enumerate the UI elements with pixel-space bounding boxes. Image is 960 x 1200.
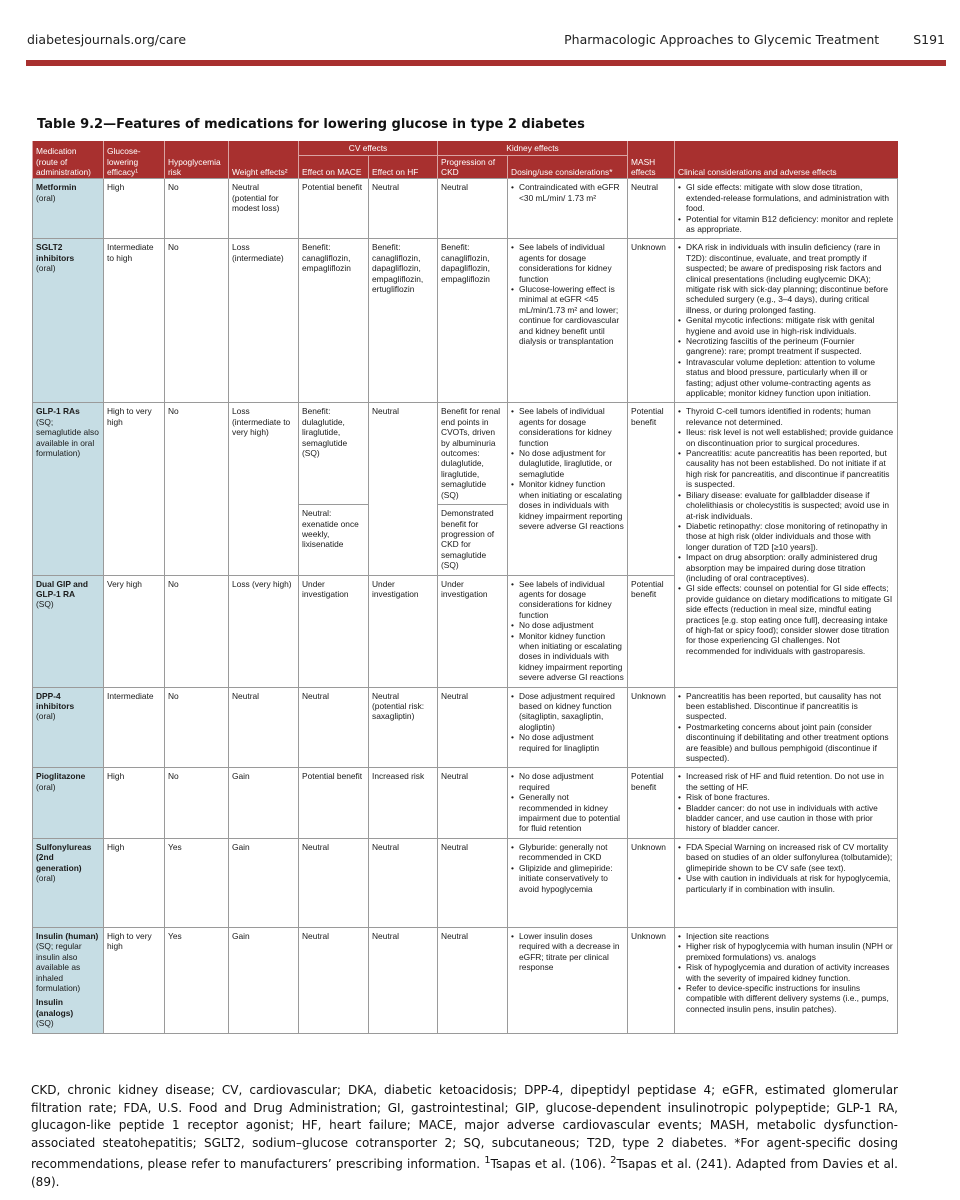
list-item: • Pancreatitis: acute pancreatitis has been reported, but causality has not been established. Do not initiate if at high risk for pancreatitis, and discontinue if pancreatitis is suspected.	[678, 448, 894, 490]
mace-cell: Potential benefit	[299, 768, 369, 838]
medication-route: (oral)	[36, 711, 56, 722]
medication-name-analogs: Insulin (analogs)	[36, 997, 74, 1018]
dosing-cell	[508, 575, 628, 687]
hypo-cell: No	[165, 575, 229, 687]
hypo-cell: Yes	[165, 838, 229, 927]
clinical-cell	[675, 838, 898, 927]
mace-cell: Neutral: exenatide once weekly, lixisenatide	[299, 505, 369, 575]
ckd-cell: Neutral	[438, 687, 508, 768]
weight-cell: Neutral	[229, 687, 299, 768]
list-item: • GI side effects: counsel on potential for GI side effects; provide guidance on dietary modifications to mitigate GI side effects (reduction in meal size, mindful eating practices [e.g. stop eating once full], decreasing intake of high-fat or spicy food); consider slower dose titration for those experiencing GI challenges. Not recommended for individuals with gastroparesis.	[678, 583, 894, 656]
col-group-kidney: Kidney effects	[438, 141, 628, 155]
col-mace: Effect on MACE	[299, 155, 369, 179]
efficacy-cell: Intermediate	[104, 687, 165, 768]
medication-table	[32, 141, 898, 1034]
dosing-cell	[508, 687, 628, 768]
dosing-cell	[508, 838, 628, 927]
footnote-mark-1: 1	[484, 1155, 491, 1167]
clinical-cell	[675, 239, 898, 403]
medication-name: DPP-4 inhibitors	[36, 690, 75, 711]
weight-cell: Gain	[229, 768, 299, 838]
mash-cell: Potential benefit	[628, 768, 675, 838]
medication-name: SGLT2 inhibitors	[36, 242, 75, 263]
hypo-cell: Yes	[165, 927, 229, 1033]
list-item: • Refer to device-specific instructions for insulins compatible with different delivery systems (i.e., pumps, connected insulin pens, insulin patches).	[678, 983, 894, 1014]
medication-route: (oral)	[36, 873, 56, 884]
medication-cell	[33, 768, 104, 838]
table-row	[33, 239, 898, 403]
mace-cell: Neutral	[299, 687, 369, 768]
list-item: • Lower insulin doses required with a decrease in eGFR; titrate per clinical response	[511, 931, 624, 973]
table-footnote	[31, 1082, 898, 1192]
ckd-cell: Neutral	[438, 927, 508, 1033]
footnote-ref-1: Tsapas et al. (106).	[490, 1157, 606, 1172]
table-row	[33, 927, 898, 1033]
hf-cell: Neutral	[369, 927, 438, 1033]
list-item: • Impact on drug absorption: orally administered drug absorption may be impaired during dose titration (including of oral contraceptives).	[678, 552, 894, 583]
header-row-1	[33, 141, 898, 155]
medication-name: Sulfonylureas (2nd generation)	[36, 841, 92, 873]
hf-cell: Neutral	[369, 179, 438, 239]
list-item: • Risk of hypoglycemia and duration of activity increases with the severity of impaired kidney function.	[678, 962, 894, 983]
efficacy-cell: High	[104, 179, 165, 239]
mace-cell: Benefit: dulaglutide, liraglutide, semaglutide (SQ)	[299, 403, 369, 505]
medication-name: Dual GIP and GLP-1 RA	[36, 578, 88, 599]
col-group-cv: CV effects	[299, 141, 438, 155]
footnote-ref-2: Tsapas et al. (241). Adapted from Davies et al. (89).	[31, 1157, 898, 1189]
dosing-cell	[508, 239, 628, 403]
list-item: • See labels of individual agents for dosage considerations for kidney function	[511, 242, 624, 284]
ckd-cell: Neutral	[438, 838, 508, 927]
hypo-cell: No	[165, 768, 229, 838]
hf-cell: Neutral	[369, 403, 438, 575]
list-item: • No dose adjustment required	[511, 771, 624, 792]
page-number: S191	[913, 32, 945, 47]
medication-cell	[33, 687, 104, 768]
journal-url[interactable]: diabetesjournals.org/care	[27, 32, 187, 47]
list-item: • Thyroid C-cell tumors identified in rodents; human relevance not determined.	[678, 406, 894, 427]
medication-cell	[33, 575, 104, 687]
hf-cell: Increased risk	[369, 768, 438, 838]
medication-name: Pioglitazone	[36, 771, 86, 782]
efficacy-cell: Intermediate to high	[104, 239, 165, 403]
list-item: • See labels of individual agents for dosage considerations for kidney function	[511, 406, 624, 448]
weight-cell: Loss (intermediate)	[229, 239, 299, 403]
efficacy-cell: High	[104, 838, 165, 927]
list-item: • Monitor kidney function when initiating or escalating doses in individuals with kidney impairment reporting severe adverse GI reactions	[511, 479, 624, 531]
ckd-cell: Benefit: canagliflozin, dapagliflozin, empagliflozin	[438, 239, 508, 403]
clinical-cell	[675, 179, 898, 239]
medication-cell	[33, 239, 104, 403]
table-row	[33, 768, 898, 838]
clinical-cell	[675, 687, 898, 768]
dosing-cell	[508, 927, 628, 1033]
mace-cell: Under investigation	[299, 575, 369, 687]
list-item: • Monitor kidney function when initiating or escalating doses in individuals with kidney impairment reporting severe adverse GI reactions	[511, 631, 624, 683]
mash-cell: Unknown	[628, 687, 675, 768]
ckd-cell: Neutral	[438, 179, 508, 239]
list-item: • Increased risk of HF and fluid retention. Do not use in the setting of HF.	[678, 771, 894, 792]
ckd-cell: Neutral	[438, 768, 508, 838]
medication-cell	[33, 927, 104, 1033]
col-ckd: Progression of CKD	[438, 155, 508, 179]
list-item: • Pancreatitis has been reported, but causality has not been established. Discontinue if pancreatitis is suspected.	[678, 691, 894, 722]
section-title: Pharmacologic Approaches to Glycemic Treatment	[564, 32, 880, 47]
running-header	[27, 32, 945, 50]
footnote-mark-2: 2	[610, 1155, 617, 1167]
mash-cell: Potential benefit	[628, 575, 675, 687]
efficacy-cell: High	[104, 768, 165, 838]
footnote-text: CKD, chronic kidney disease; CV, cardiovascular; DKA, diabetic ketoacidosis; DPP-4, dipeptidyl peptidase 4; eGFR, estimated glomerular filtration rate; FDA, U.S. Food and Drug Administration; GI, gastrointestinal; GIP, glucose-dependent insulinotropic polypeptide; GLP-1 RA, glucagon-like peptide 1 receptor agonist; HF, heart failure; MACE, major adverse cardiovascular events; MASH, metabolic dysfunction-associated steatohepatitis; SGLT2, sodium–glucose cotransporter 2; SQ, subcutaneous; T2D, type 2 diabetes. *For agent-specific dosing recommendations, please refer to manufacturers’ prescribing information.	[31, 1083, 898, 1172]
list-item: • Genital mycotic infections: mitigate risk with genital hygiene and avoid use in high-risk individuals.	[678, 315, 894, 336]
mace-cell: Neutral	[299, 838, 369, 927]
list-item: • DKA risk in individuals with insulin deficiency (rare in T2D): discontinue, evaluate, and treat promptly if suspected; be aware of predisposing risk factors and clinical presentations (including euglycemic DKA); mitigate risk with sick-day planning; discontinue before scheduled surgery (e.g., 3–4 days), during critical illness, or during prolonged fasting.	[678, 242, 894, 315]
clinical-cell	[675, 768, 898, 838]
col-weight: Weight effects²	[229, 141, 299, 179]
list-item: • No dose adjustment	[511, 620, 624, 630]
table-row	[33, 838, 898, 927]
hypo-cell: No	[165, 179, 229, 239]
list-item: • See labels of individual agents for dosage considerations for kidney function	[511, 579, 624, 621]
list-item: • Glyburide: generally not recommended in CKD	[511, 842, 624, 863]
table-row	[33, 179, 898, 239]
clinical-cell	[675, 927, 898, 1033]
medication-name: Metformin	[36, 182, 77, 193]
hypo-cell: No	[165, 239, 229, 403]
medication-cell	[33, 179, 104, 239]
list-item: • Intravascular volume depletion: attention to volume status and blood pressure, particularly when ill or fasting; adjust other volume-contracting agents as applicable; monitor kidney function upon initiation.	[678, 357, 894, 399]
list-item: • Generally not recommended in kidney impairment due to potential for fluid retention	[511, 792, 624, 834]
list-item: • Higher risk of hypoglycemia with human insulin (NPH or premixed formulations) vs. analogs	[678, 941, 894, 962]
medication-name: Insulin (human)	[36, 930, 99, 941]
mash-cell: Unknown	[628, 239, 675, 403]
list-item: • Dose adjustment required based on kidney function (sitagliptin, saxagliptin, alogliptin)	[511, 691, 624, 733]
medication-cell	[33, 838, 104, 927]
list-item: • Postmarketing concerns about joint pain (consider discontinuing if debilitating and other treatment options are feasible) and bullous pemphigoid (discontinue if suspected).	[678, 722, 894, 764]
mace-cell: Neutral	[299, 927, 369, 1033]
ckd-cell: Benefit for renal end points in CVOTs, driven by albuminuria outcomes: dulaglutide, liraglutide, semaglutide (SQ)	[438, 403, 508, 505]
clinical-cell	[675, 403, 898, 687]
weight-cell: Gain	[229, 927, 299, 1033]
table-row	[33, 403, 898, 505]
efficacy-cell: High to very high	[104, 927, 165, 1033]
medication-route: (SQ; regular insulin also available as inhaled formulation)	[36, 941, 82, 993]
col-hypoglycemia: Hypoglycemia risk	[165, 141, 229, 179]
efficacy-cell: High to very high	[104, 403, 165, 575]
list-item: • Ileus: risk level is not well established; provide guidance on discontinuation prior to surgical procedures.	[678, 427, 894, 448]
weight-cell: Neutral (potential for modest loss)	[229, 179, 299, 239]
list-item: • Injection site reactions	[678, 931, 894, 941]
dosing-cell	[508, 403, 628, 575]
col-mash: MASH effects	[628, 141, 675, 179]
medication-route: (SQ)	[36, 599, 54, 610]
weight-cell: Loss (very high)	[229, 575, 299, 687]
list-item: • Potential for vitamin B12 deficiency: monitor and replete as appropriate.	[678, 214, 894, 235]
medication-cell	[33, 403, 104, 575]
medication-name: GLP-1 RAs	[36, 406, 80, 417]
list-item: • Contraindicated with eGFR <30 mL/min/ 1.73 m²	[511, 182, 624, 203]
dosing-cell	[508, 179, 628, 239]
header-right	[564, 32, 945, 47]
efficacy-cell: Very high	[104, 575, 165, 687]
weight-cell: Gain	[229, 838, 299, 927]
list-item: • Biliary disease: evaluate for gallbladder disease if cholelithiasis or cholecystitis is suspected; avoid use in at-risk individuals.	[678, 490, 894, 521]
medication-route: (oral)	[36, 263, 56, 274]
col-efficacy: Glucose-lowering efficacy¹	[104, 141, 165, 179]
mace-cell: Potential benefit	[299, 179, 369, 239]
ckd-cell: Under investigation	[438, 575, 508, 687]
table-row	[33, 687, 898, 768]
hf-cell: Neutral (potential risk: saxagliptin)	[369, 687, 438, 768]
mash-cell: Unknown	[628, 927, 675, 1033]
weight-cell: Loss (intermediate to very high)	[229, 403, 299, 575]
list-item: • FDA Special Warning on increased risk of CV mortality based on studies of an older sulfonylurea (tolbutamide); glimepiride shown to be CV safe (see text).	[678, 842, 894, 873]
list-item: • No dose adjustment for dulaglutide, liraglutide, or semaglutide	[511, 448, 624, 479]
table-title: Table 9.2—Features of medications for lowering glucose in type 2 diabetes	[37, 117, 585, 132]
hf-cell: Under investigation	[369, 575, 438, 687]
col-dosing: Dosing/use considerations*	[508, 155, 628, 179]
list-item: • Glipizide and glimepiride: initiate conservatively to avoid hypoglycemia	[511, 863, 624, 894]
list-item: • Risk of bone fractures.	[678, 792, 894, 802]
col-clinical: Clinical considerations and adverse effects	[675, 141, 898, 179]
medication-route-analogs: (SQ)	[36, 1018, 54, 1029]
col-medication: Medication (route of administration)	[33, 141, 104, 179]
col-hf: Effect on HF	[369, 155, 438, 179]
mace-cell: Benefit: canagliflozin, empagliflozin	[299, 239, 369, 403]
medication-route: (oral)	[36, 781, 56, 792]
list-item: • Bladder cancer: do not use in individuals with active bladder cancer, and use caution in those with prior history of bladder cancer.	[678, 803, 894, 834]
mash-cell: Potential benefit	[628, 403, 675, 575]
hf-cell: Neutral	[369, 838, 438, 927]
list-item: • Glucose-lowering effect is minimal at eGFR <45 mL/min/1.73 m² and lower; continue for cardiovascular and kidney benefit until dialysis or transplantation	[511, 284, 624, 346]
medication-route: (oral)	[36, 192, 56, 203]
list-item: • Diabetic retinopathy: close monitoring of retinopathy in those at high risk (older individuals and those with longer duration of T2D [≥10 years]).	[678, 521, 894, 552]
dosing-cell	[508, 768, 628, 838]
mash-cell: Unknown	[628, 838, 675, 927]
ckd-cell: Demonstrated benefit for progression of CKD for semaglutide (SQ)	[438, 505, 508, 575]
header-rule	[26, 60, 946, 66]
hypo-cell: No	[165, 403, 229, 575]
list-item: • No dose adjustment required for linagliptin	[511, 732, 624, 753]
list-item: • GI side effects: mitigate with slow dose titration, extended-release formulations, and administration with food.	[678, 182, 894, 213]
list-item: • Necrotizing fasciitis of the perineum (Fournier gangrene): rare; prompt treatment if suspected.	[678, 336, 894, 357]
hypo-cell: No	[165, 687, 229, 768]
hf-cell: Benefit: canagliflozin, dapagliflozin, empagliflozin, ertugliflozin	[369, 239, 438, 403]
list-item: • Use with caution in individuals at risk for hypoglycemia, particularly if in combination with insulin.	[678, 873, 894, 894]
medication-route: (SQ; semaglutide also available in oral formulation)	[36, 416, 99, 459]
mash-cell: Neutral	[628, 179, 675, 239]
